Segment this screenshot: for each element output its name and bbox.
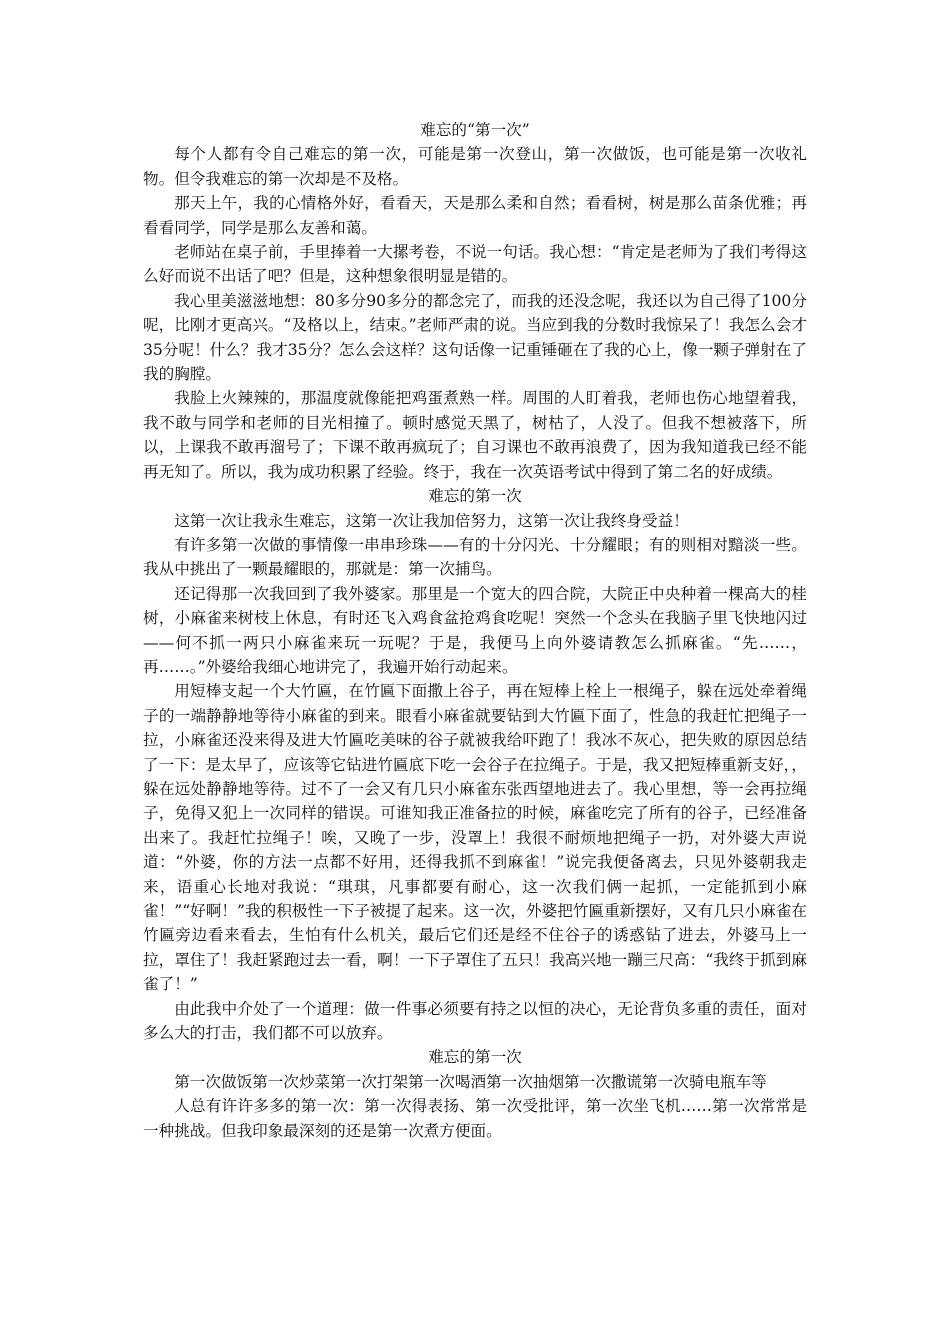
paragraph: 那天上午，我的心情格外好，看看天，天是那么柔和自然；看看树，树是那么苗条优雅；再看看同学，同学是那么友善和蔼。 [143, 194, 807, 237]
document-page [143, 118, 807, 1143]
essay-section-1 [143, 118, 807, 484]
paragraph: 人总有许许多多的第一次：第一次得表扬、第一次受批评，第一次坐飞机……第一次常常是一种挑战。但我印象最深刻的还是第一次煮方便面。 [143, 1097, 807, 1140]
paragraph: 用短棒支起一个大竹匾，在竹匾下面撒上谷子，再在短棒上栓上一根绳子，躲在远处牵着绳子的一端静静地等待小麻雀的到来。眼看小麻雀就要钻到大竹匾下面了，性急的我赶忙把绳子一拉，小麻雀还没来得及进大竹匾吃美味的谷子就被我给吓跑了！我冰不灰心，把失败的原因总结了一下：是太早了，应该等它钻进竹匾底下吃一会谷子在拉绳子。于是，我又把短棒重新支好，，躲在远处静静地等待。过不了一会又有几只小麻雀东张西望地进去了。我心里想，等一会再拉绳子，免得又犯上一次同样的错误。可谁知我正准备拉的时候，麻雀吃完了所有的谷子，已经准备出来了。我赶忙拉绳子！唉，又晚了一步，没罩上！我很不耐烦地把绳子一扔，对外婆大声说道：“外婆，你的方法一点都不好用，还得我抓不到麻雀！”说完我便备离去，只见外婆朝我走来，语重心长地对我说：“琪琪，凡事都要有耐心，这一次我们俩一起抓，一定能抓到小麻雀！”“好啊！”我的积极性一下子被提了起来。这一次，外婆把竹匾重新摆好，又有几只小麻雀在竹匾旁边看来看去，生怕有什么机关，最后它们还是经不住谷子的诱惑钻了进去，外婆马上一拉，罩住了！我赶紧跑过去一看，啊！一下子罩住了五只！我高兴地一蹦三尺高：“我终于抓到麻雀了！” [143, 682, 807, 994]
paragraph: 我脸上火辣辣的，那温度就像能把鸡蛋煮熟一样。周围的人盯着我，老师也伤心地望着我，我不敢与同学和老师的目光相撞了。顿时感觉天黑了，树枯了，人没了。但我不想被落下，所以，上课我不敢再溜号了；下课不敢再疯玩了；自习课也不敢再浪费了，因为我知道我已经不能再无知了。所以，我为成功积累了经验。终于，我在一次英语考试中得到了第二名的好成绩。 [143, 389, 807, 481]
paragraph: 有许多第一次做的事情像一串串珍珠——有的十分闪光、十分耀眼；有的则相对黯淡一些。我从中挑出了一颗最耀眼的，那就是：第一次捕鸟。 [143, 535, 807, 579]
essay-section-3 [143, 1045, 807, 1143]
essay-title: 难忘的“第一次” [420, 121, 530, 139]
essay-title: 难忘的第一次 [428, 1048, 522, 1067]
essay-section-2 [143, 484, 807, 1045]
paragraph: 我心里美滋滋地想：80多分90多分的都念完了，而我的还没念呢，我还以为自己得了100分呢，比刚才更高兴。“及格以上，结束。”老师严肃的说。当应到我的分数时我惊呆了！我怎么会才35分呢！什么？我才35分？怎么会这样？这句话像一记重锤砸在了我的心上，像一颗子弹射在了我的胸膛。 [143, 291, 807, 384]
paragraph: 还记得那一次我回到了我外婆家。那里是一个宽大的四合院，大院正中央种着一棵高大的桂树，小麻雀来树枝上休息，有时还飞入鸡食盆抢鸡食吃呢！突然一个念头在我脑子里飞快地闪过——何不抓一两只小麻雀来玩一玩呢？于是，我便马上向外婆请教怎么抓麻雀。“先……，再……。”外婆给我细心地讲完了，我遍开始行动起来。 [143, 584, 807, 676]
paragraph: 由此我中介处了一个道理：做一件事必须要有持之以恒的决心，无论背负多重的责任，面对多么大的打击，我们都不可以放弃。 [143, 999, 807, 1043]
paragraph: 这第一次让我永生难忘，这第一次让我加倍努力，这第一次让我终身受益！ [174, 511, 689, 530]
paragraph: 第一次做饭第一次炒菜第一次打架第一次喝酒第一次抽烟第一次撒谎第一次骑电瓶车等 [174, 1072, 767, 1091]
paragraph: 老师站在桌子前，手里捧着一大摞考卷，不说一句话。我心想：“肯定是老师为了我们考得这么好而说不出话了吧？但是，这种想象很明显是错的。 [143, 243, 807, 286]
essay-title: 难忘的第一次 [428, 487, 522, 506]
paragraph: 每个人都有令自己难忘的第一次，可能是第一次登山，第一次做饭，也可能是第一次收礼物。但令我难忘的第一次却是不及格。 [143, 145, 807, 188]
